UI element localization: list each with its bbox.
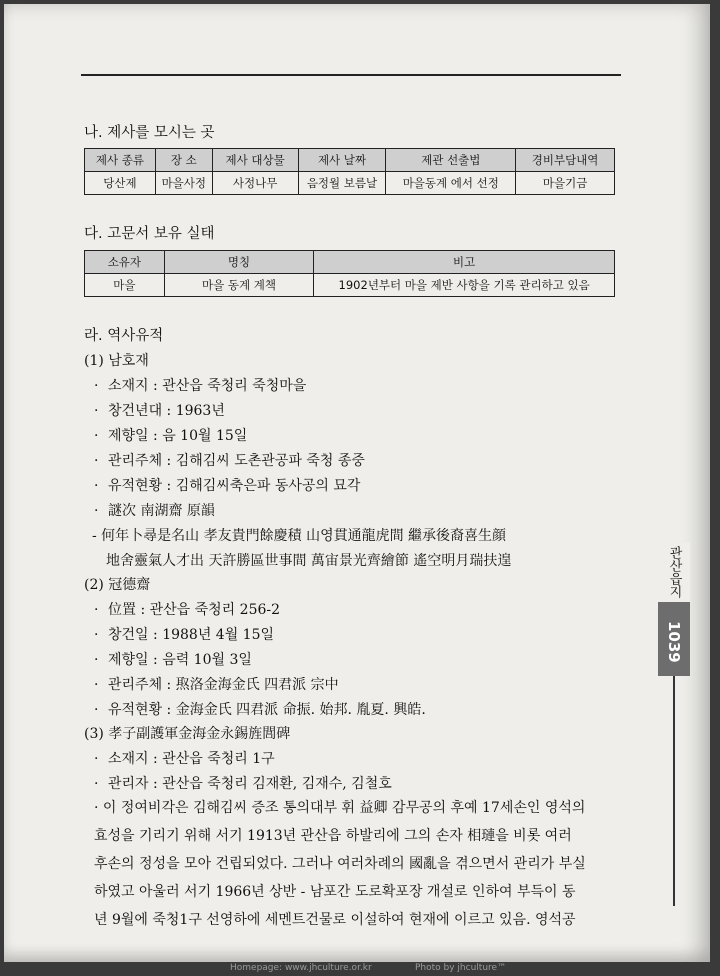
table-header-cell: 제관 선출법: [386, 149, 516, 172]
body-paragraph: [94, 794, 621, 934]
footer: [0, 962, 720, 976]
table-header-cell: 경비부담내역: [516, 149, 615, 172]
paragraph-line: · 이 정여비각은 김해김씨 증조 통의대부 휘 益卿 감무공의 후예 17세손인 영석의: [94, 800, 586, 816]
heading-documents: 다. 고문서 보유 실태: [84, 226, 215, 242]
list-item: · 謎次 南湖齋 原韻: [94, 503, 215, 519]
document-page: [4, 4, 710, 962]
table-header-cell: 소유자: [85, 251, 165, 274]
side-tab: [658, 542, 690, 676]
list-item: · 소재지 : 관산읍 죽청리 1구: [94, 751, 275, 767]
table-cell: 당산제: [85, 172, 156, 195]
site-title-namhojae: (1) 남호재: [84, 353, 149, 369]
list-item: · 유적현황 : 金海金氏 四君派 命振. 始邦. 胤夏. 興皓.: [94, 702, 426, 718]
table-cell: 1902년부터 마을 제반 사항을 기록 관리하고 있음: [314, 274, 615, 297]
table-cell: 마을: [85, 274, 165, 297]
side-tab-category: 관산읍지: [658, 542, 690, 602]
list-item: · 유적현황 : 김해김씨축은파 동사공의 묘각: [94, 478, 361, 494]
table-header-cell: 제사 대상물: [212, 149, 298, 172]
table-cell: 마을 동계 계책: [164, 274, 314, 297]
site-title-gwandeokjae: (2) 冠德齋: [84, 577, 151, 593]
table-header-cell: 비고: [314, 251, 615, 274]
paragraph-line: 하였고 아울러 서기 1966년 상반 - 남포간 도로확포장 개설로 인하여 부득이 동: [94, 884, 576, 900]
table-cell: 음정월 보름날: [298, 172, 386, 195]
list-item: · 관리주체 : 김해김씨 도촌관공파 죽청 종중: [94, 453, 365, 469]
side-rule: [673, 676, 675, 906]
heading-historic-sites: 라. 역사유적: [84, 328, 164, 344]
table-cell: 사정나무: [212, 172, 298, 195]
ritual-table-header: [85, 149, 615, 172]
table-cell: 마을기금: [516, 172, 615, 195]
list-item: · 제향일 : 음 10월 15일: [94, 428, 248, 444]
list-item: · 제향일 : 음력 10월 3일: [94, 652, 252, 668]
list-item: · 소재지 : 관산읍 죽청리 죽청마을: [94, 378, 307, 394]
paragraph-line: 년 9월에 죽청1구 선영하에 세멘트건물로 이설하여 현재에 이르고 있음. 영석공: [94, 912, 576, 928]
page-number: 1039: [665, 621, 683, 663]
list-item: · 位置 : 관산읍 죽청리 256-2: [94, 602, 281, 618]
list-item: · 창건년대 : 1963년: [94, 403, 225, 419]
paragraph-line: 후손의 정성을 모아 건립되었다. 그러나 여러차례의 國亂을 겪으면서 관리가 부실: [94, 856, 586, 872]
footer-photo-credit: Photo by jhculture™: [415, 963, 507, 973]
documents-table: [84, 250, 615, 297]
paragraph-line: 효성을 기리기 위해 서기 1913년 관산읍 하발리에 그의 손자 相璉을 비롯 여러: [94, 828, 572, 844]
table-header-cell: 장 소: [155, 149, 212, 172]
table-row: [85, 274, 615, 297]
footer-homepage: Homepage: www.jhculture.or.kr: [230, 963, 372, 973]
heading-ritual-place: 나. 제사를 모시는 곳: [84, 125, 215, 141]
table-header-cell: 제사 종류: [85, 149, 156, 172]
table-row: [85, 172, 615, 195]
table-cell: 마을사정: [155, 172, 212, 195]
list-item: · 관리자 : 관산읍 죽청리 김재환, 김재수, 김철호: [94, 776, 392, 792]
list-item: · 창건일 : 1988년 4월 15일: [94, 627, 275, 643]
table-header-cell: 명칭: [164, 251, 314, 274]
site-title-jeongryeobi: (3) 孝子副護軍金海金永錫旌閭碑: [84, 726, 291, 742]
table-header-cell: 제사 날짜: [298, 149, 386, 172]
ritual-table: [84, 148, 615, 195]
list-item: · 관리주체 : 焣洛金海金氏 四君派 宗中: [94, 677, 339, 693]
table-cell: 마을동계 에서 선정: [386, 172, 516, 195]
poem-line: - 何年卜尋是名山 孝友貴門餘慶積 山영貫通龍虎間 繼承後裔喜生顔: [92, 528, 507, 544]
top-rule: [81, 74, 621, 76]
documents-table-header: [85, 251, 615, 274]
poem-line: 地舍靈氣人才出 天許勝區世事間 萬宙景光齊繪節 遙空明月瑞扶遑: [106, 553, 512, 569]
